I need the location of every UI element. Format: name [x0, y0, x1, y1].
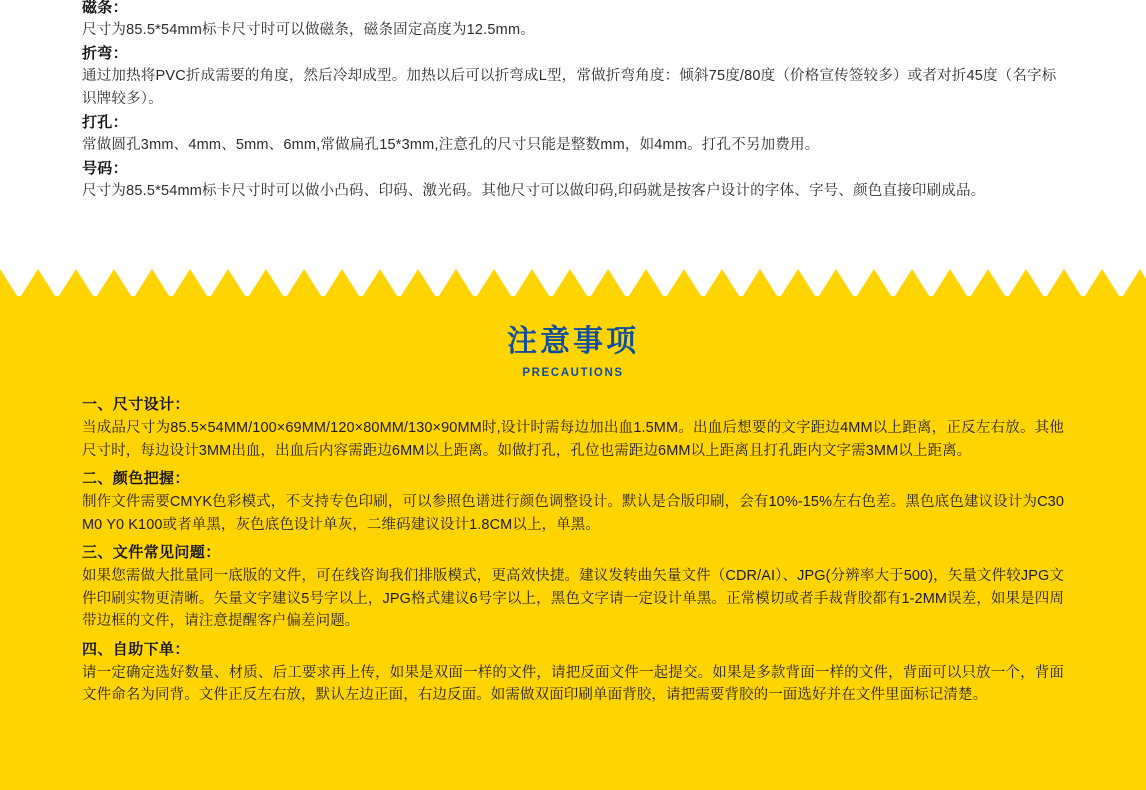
spec-item — [82, 111, 1064, 157]
precautions-title-cn: 注意事项 — [507, 325, 639, 358]
precaution-title: 四、自助下单： — [82, 640, 190, 658]
spec-body: 尺寸为85.5*54mm标卡尺寸时可以做磁条，磁条固定高度为12.5mm。 — [82, 22, 535, 38]
precaution-item — [82, 638, 1064, 707]
precaution-body: 当成品尺寸为85.5×54MM/100×69MM/120×80MM/130×90MM时,设计时需每边加出血1.5MM。出血后想要的文字距边4MM以上距离，正反左右放。其他尺寸时，每边设计3MM出血，出血后内容需距边6MM以上距离。如做打孔，孔位也需距边6MM以上距离且打孔距内文字需3MM以上距离。 — [82, 420, 1064, 459]
spec-body: 通过加热将PVC折成需要的角度，然后冷却成型。加热以后可以折弯成L型，常做折弯角度：倾斜75度/80度（价格宣传签较多）或者对折45度（名字标识牌较多）。 — [82, 68, 1057, 107]
precautions-heading — [82, 296, 1064, 379]
specifications-section — [0, 0, 1146, 262]
spec-item — [82, 0, 1064, 42]
spec-title: 打孔： — [82, 114, 128, 131]
precautions-title-en: PRECAUTIONS — [522, 367, 624, 379]
spec-body: 常做圆孔3mm、4mm、5mm、6mm,常做扁孔15*3mm,注意孔的尺寸只能是整数mm，如4mm。打孔不另加费用。 — [82, 137, 820, 153]
precaution-item — [82, 393, 1064, 462]
precaution-item — [82, 541, 1064, 633]
spec-item — [82, 42, 1064, 111]
spec-title: 折弯： — [82, 45, 128, 62]
precaution-body: 制作文件需要CMYK色彩模式，不支持专色印刷，可以参照色谱进行颜色调整设计。默认是合版印刷，会有10%-15%左右色差。黑色底色建议设计为C30 M0 Y0 K100或者单黑，灰色底色设计单灰，二维码建议设计1.8CM以上，单黑。 — [82, 494, 1064, 533]
spec-body: 尺寸为85.5*54mm标卡尺寸时可以做小凸码、印码、激光码。其他尺寸可以做印码,印码就是按客户设计的字体、字号、颜色直接印刷成品。 — [82, 183, 986, 199]
precaution-title: 三、文件常见问题： — [82, 544, 221, 561]
spec-title: 磁条： — [82, 0, 128, 16]
spec-item — [82, 157, 1064, 203]
precaution-item — [82, 467, 1064, 536]
precaution-body: 请一定确定选好数量、材质、后工要求再上传，如果是双面一样的文件，请把反面文件一起提交。如果是多款背面一样的文件，背面可以只放一个，背面文件命名为同背。文件正反左右放，默认左边正面，右边反面。如需做双面印刷单面背胶，请把需要背胶的一面选好并在文件里面标记清楚。 — [82, 664, 1064, 703]
precautions-section — [0, 296, 1146, 790]
precaution-title: 一、尺寸设计： — [82, 396, 190, 413]
precaution-title: 二、颜色把握： — [82, 470, 190, 487]
spec-title: 号码： — [82, 160, 128, 177]
precaution-body: 如果您需做大批量同一底版的文件，可在线咨询我们排版模式，更高效快捷。建议发转曲矢量文件（CDR/AI）、JPG(分辨率大于500)，矢量文件较JPG文件印刷实物更清晰。矢量文字建议5号字以上，JPG格式建议6号字以上，黑色文字请一定设计单黑。正常模切或者手裁背胶都有1-2MM误差，如果是四周带边框的文件，请注意提醒客户偏差问题。 — [82, 568, 1064, 629]
